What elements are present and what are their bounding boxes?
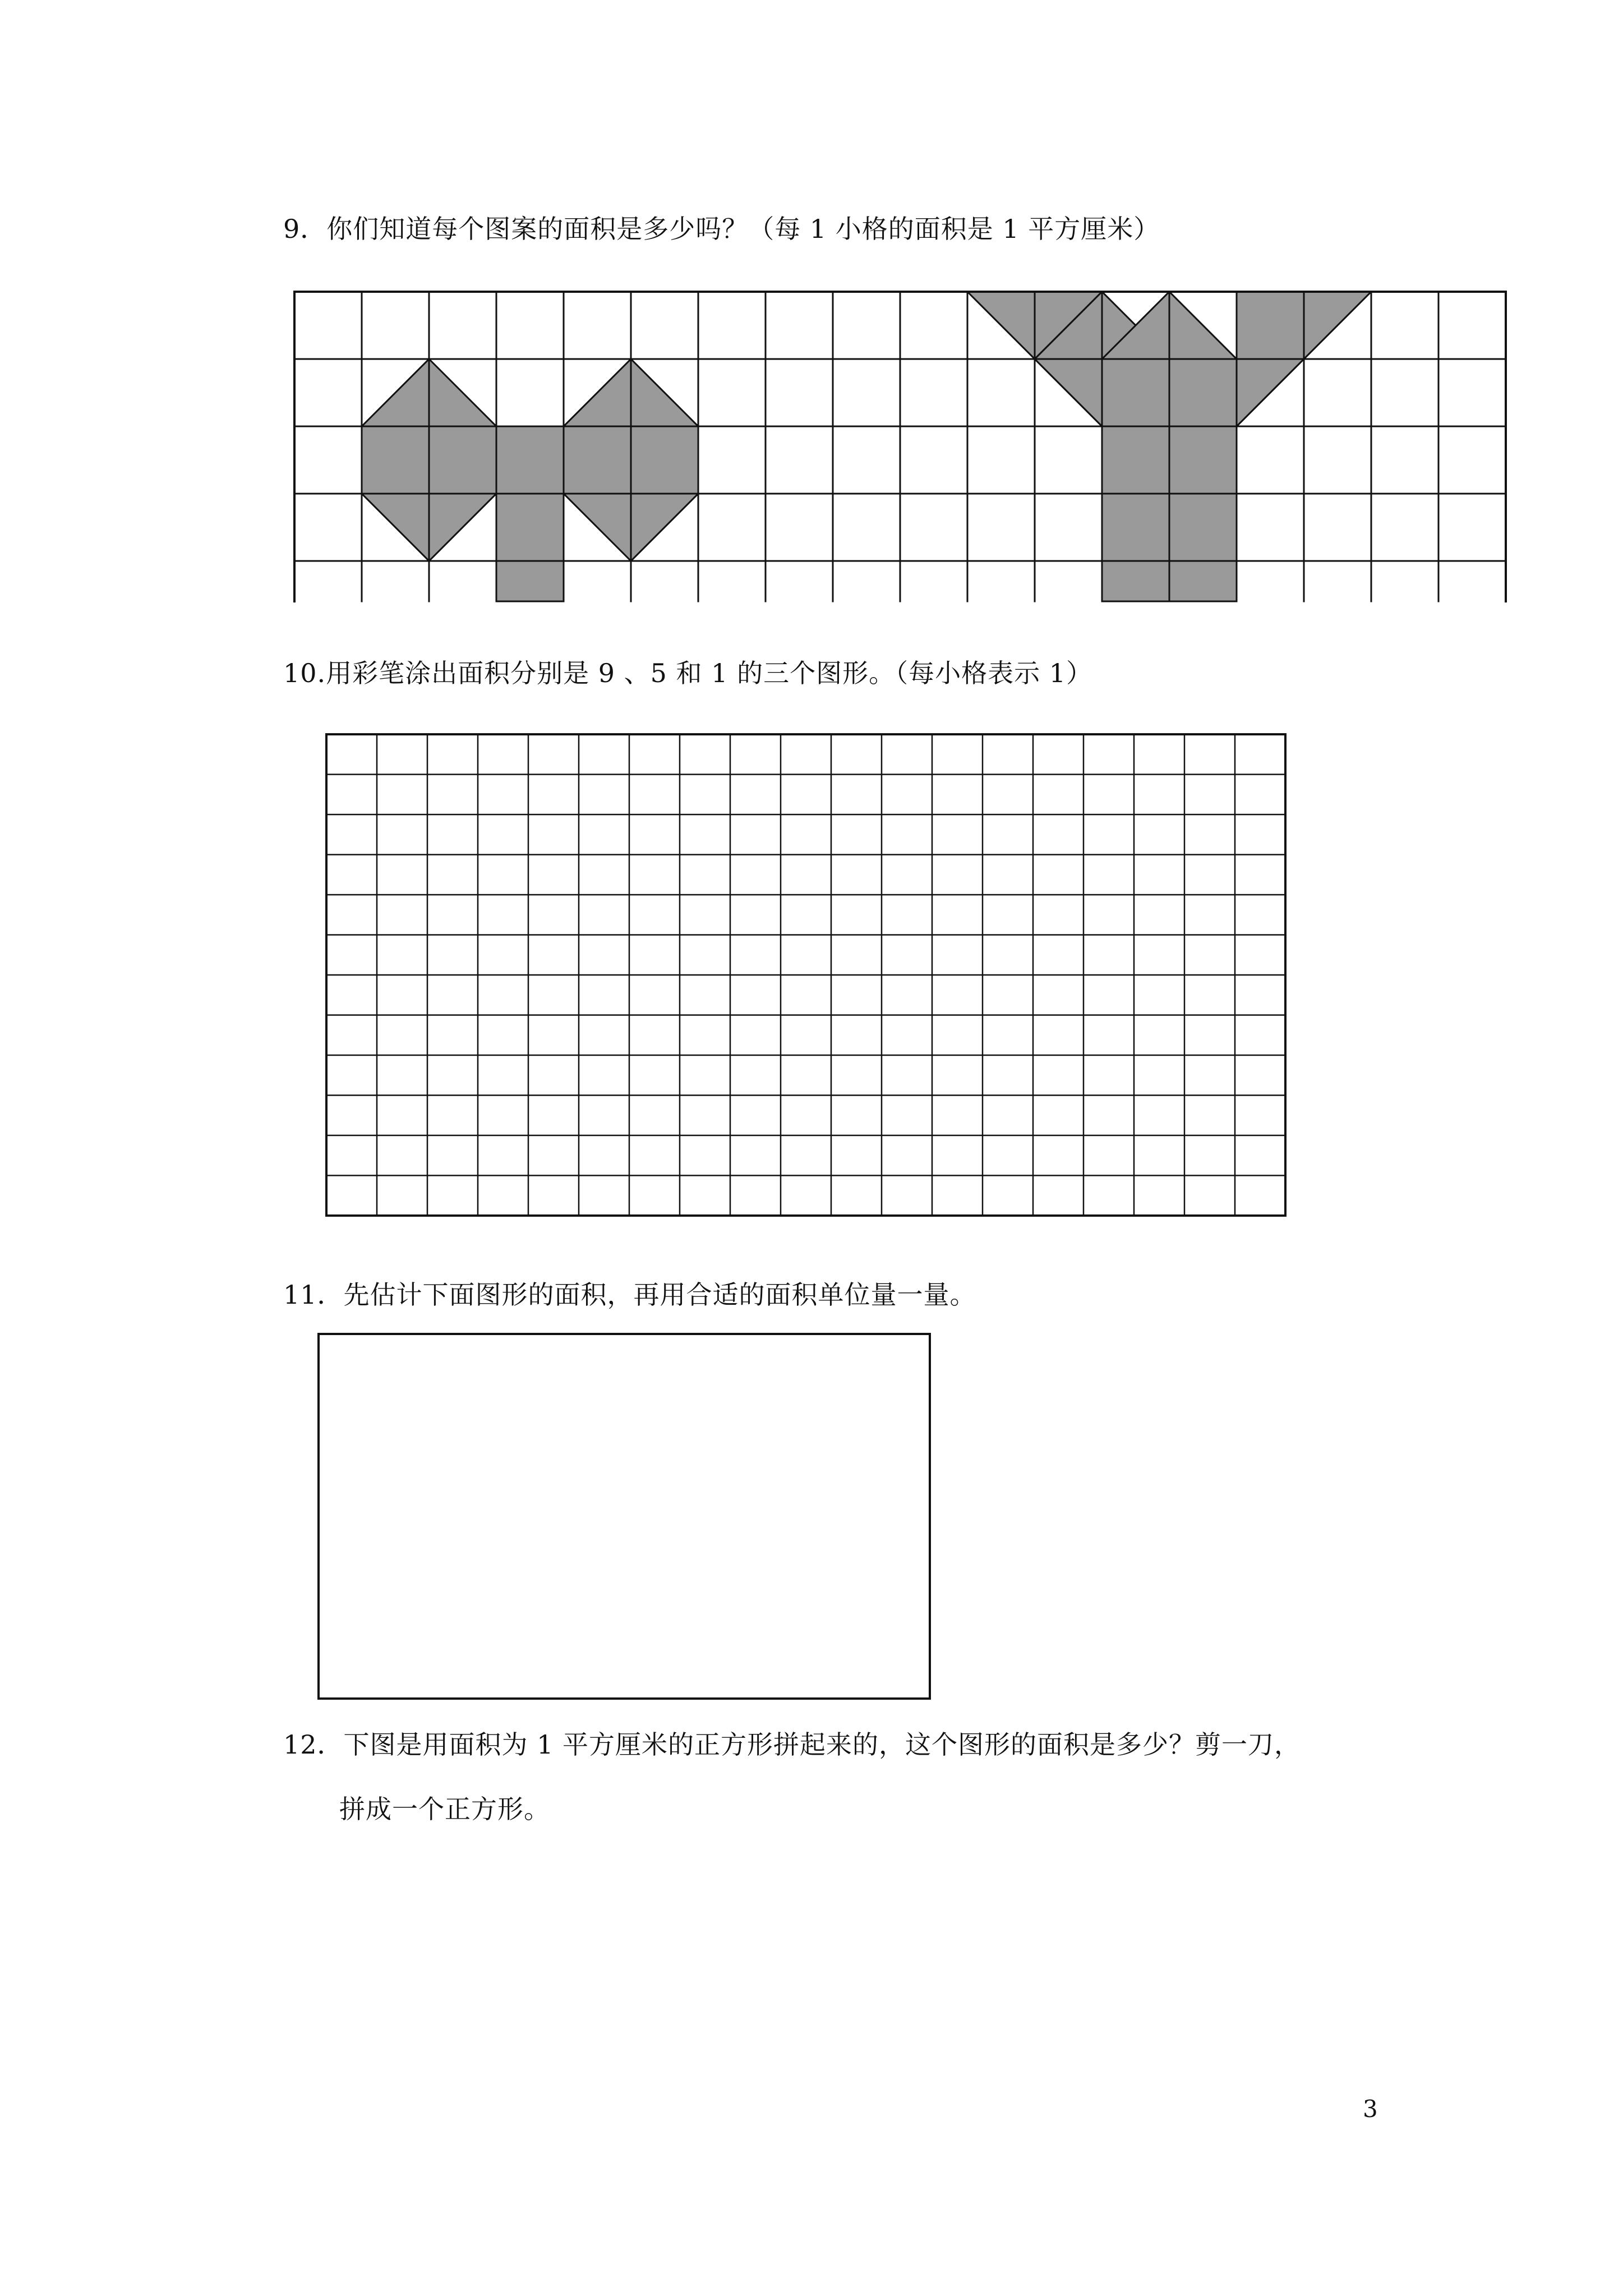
bridge-square: [496, 426, 564, 494]
stem-column: [496, 494, 564, 601]
question-12-text-line-2: 拼成一个正方形。: [339, 1794, 550, 1824]
page-number: 3: [1363, 2095, 1378, 2123]
measure-rectangle: [319, 1334, 930, 1699]
question-11-text: 11．先估计下面图形的面积，再用合适的面积单位量一量。: [283, 1280, 976, 1310]
question-10-text: 10.用彩笔涂出面积分别是 9 、5 和 1 的三个图形。（每小格表示 1）: [283, 658, 1092, 688]
question-9-figure: [292, 289, 1525, 625]
trunk-left-notch: [1035, 359, 1102, 426]
q9-shaded-patterns: [362, 292, 1371, 601]
question-9-text: 9．你们知道每个图案的面积是多少吗？（每 1 小格的面积是 1 平方厘米）: [283, 214, 1160, 244]
trunk-right-notch: [1237, 359, 1304, 426]
question-12-text-line-1: 12．下图是用面积为 1 平方厘米的正方形拼起来的，这个图形的面积是多少？剪一刀，: [283, 1729, 1301, 1760]
question-11-rectangle: [317, 1332, 939, 1705]
question-10-grid: [324, 732, 1300, 1226]
